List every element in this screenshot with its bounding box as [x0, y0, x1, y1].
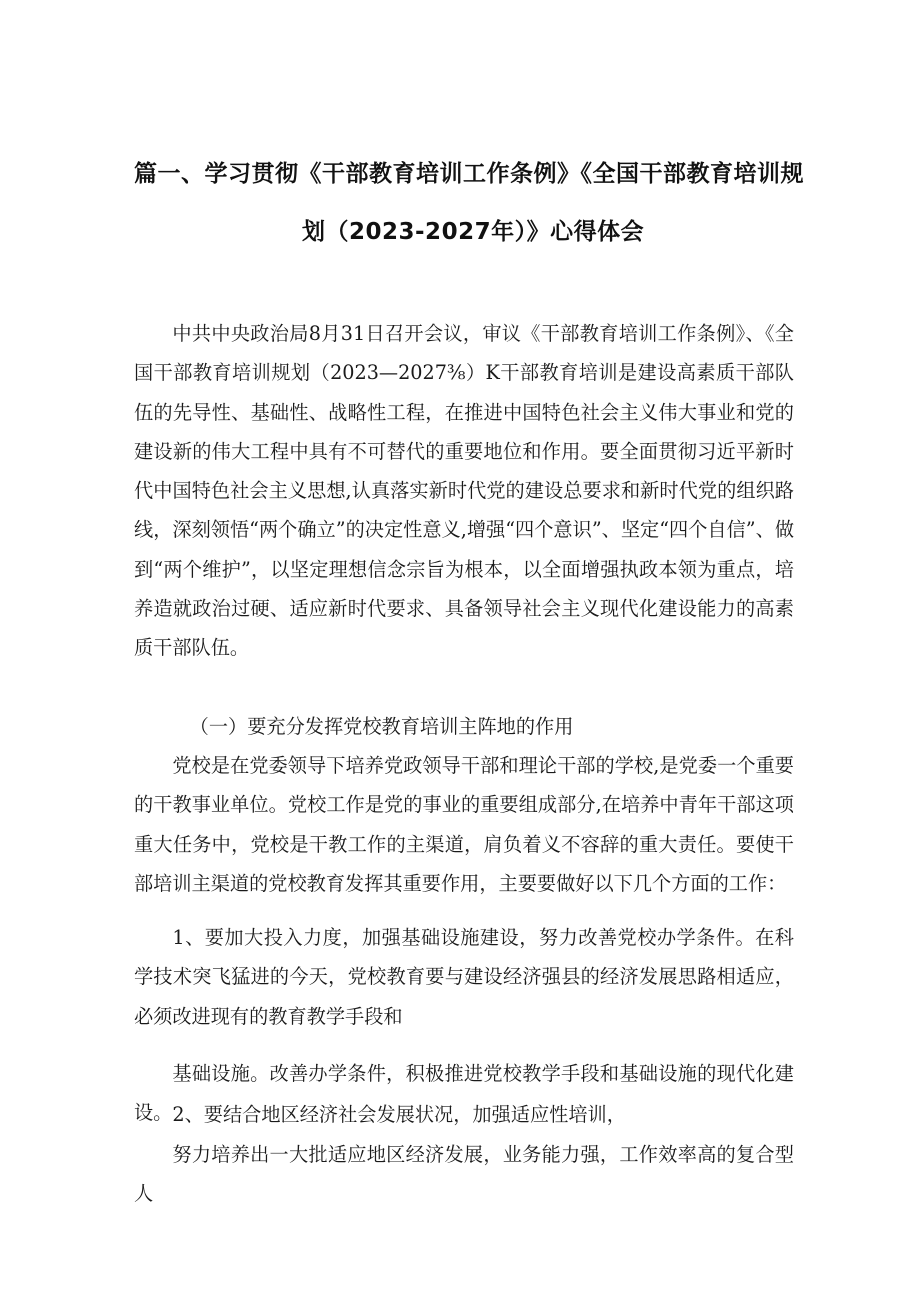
section-heading-1: （一）要充分发挥党校教育培训主阵地的作用	[189, 715, 574, 738]
document-title-line-1: 篇一、学习贯彻《干部教育培训工作条例》《全国干部教育培训规	[134, 161, 804, 187]
paragraph-item-1: 1、要加大投入力度，加强基础设施建设，努力改善党校办学条件。在科学技术突飞猛进的今天，党校教育要与建设经济强县的经济发展思路相适应，必须改进现有的教育教学手段和	[134, 926, 794, 1028]
paragraph-item-2: 2、要结合地区经济社会发展状况，加强适应性培训，	[172, 1103, 626, 1126]
paragraph-intro: 中共中央政治局8月31日召开会议，审议《干部教育培训工作条例》、《全国干部教育培训规划（2023—2027⅜）K干部教育培训是建设高素质干部队伍的先导性、基础性、战略性工程，在推进中国特色社会主义伟大事业和党的建设新的伟大工程中具有不可替代的重要地位和作用。要全面贯彻习近平新时代中国特色社会主义思想,认真落实新时代党的建设总要求和新时代党的组织路线，深刻领悟“两个确立”的决定性意义,增强“四个意识”、坚定“四个自信”、做到“两个维护”，以坚定理想信念宗旨为根本，以全面增强执政本领为重点，培养造就政治过硬、适应新时代要求、具备领导社会主义现代化建设能力的高素质干部队伍。	[134, 322, 794, 660]
paragraph-party-school: 党校是在党委领导下培养党政领导干部和理论干部的学校,是党委一个重要的干教事业单位。党校工作是党的事业的重要组成部分,在培养中青年干部这项重大任务中，党校是干教工作的主渠道，肩负着义不容辞的重大责任。要使干部培训主渠道的党校教育发挥其重要作用，主要要做好以下几个方面的工作：	[134, 754, 794, 895]
paragraph-item-1-cont: 基础设施。改善办学条件，积极推进党校教学手段和基础设施的现代化建设。	[134, 1062, 794, 1125]
paragraph-item-2-cont: 努力培养出一大批适应地区经济发展，业务能力强，工作效率高的复合型人	[134, 1143, 794, 1206]
document-title-line-2: 划（2023-2027年）》心得体会	[302, 219, 645, 245]
